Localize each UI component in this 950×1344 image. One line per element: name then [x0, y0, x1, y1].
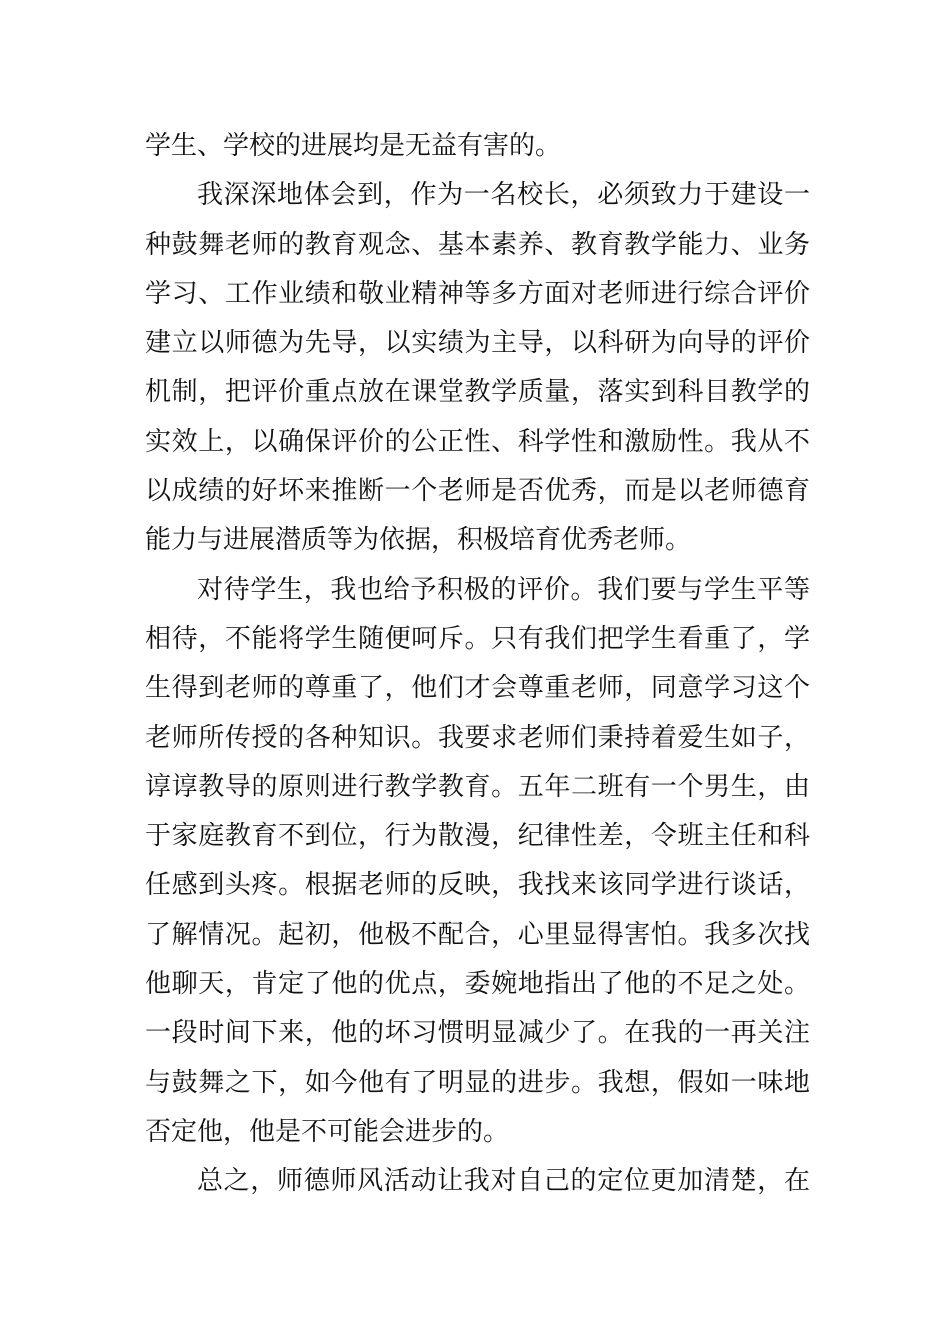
text-line: 学习、工作业绩和敬业精神等多方面对老师进行综合评价 [145, 278, 810, 309]
text-line: 谆谆教导的原则进行教学教育。五年二班有一个男生，由 [145, 771, 810, 802]
text-line: 一段时间下来，他的坏习惯明显减少了。在我的一再关注 [145, 1018, 810, 1049]
text-line: 老师所传授的各种知识。我要求老师们秉持着爱生如子， [145, 722, 810, 753]
paragraph-first-line: 对待学生，我也给予积极的评价。我们要与学生平等 [197, 574, 810, 605]
text-line: 建立以师德为先导，以实绩为主导，以科研为向导的评价 [145, 328, 810, 359]
text-line: 以成绩的好坏来推断一个老师是否优秀，而是以老师德育 [145, 476, 810, 507]
text-line: 否定他，他是不可能会进步的。 [145, 1116, 510, 1147]
text-line: 任感到头疼。根据老师的反映，我找来该同学进行谈话， [145, 870, 810, 901]
text-line: 与鼓舞之下，如今他有了明显的进步。我想，假如一味地 [145, 1067, 810, 1098]
text-line: 种鼓舞老师的教育观念、基本素养、教育教学能力、业务 [145, 229, 810, 260]
paragraph-first-line: 总之，师德师风活动让我对自己的定位更加清楚，在 [197, 1166, 810, 1197]
text-line: 他聊天，肯定了他的优点，委婉地指出了他的不足之处。 [145, 969, 810, 1000]
text-line: 于家庭教育不到位，行为散漫，纪律性差，令班主任和科 [145, 821, 810, 852]
text-line: 了解情况。起初，他极不配合，心里显得害怕。我多次找 [145, 919, 810, 950]
text-line: 相待，不能将学生随便呵斥。只有我们把学生看重了，学 [145, 623, 810, 654]
text-line: 能力与进展潜质等为依据，积极培育优秀老师。 [145, 525, 692, 556]
paragraph-first-line: 我深深地体会到，作为一名校长，必须致力于建设一 [197, 180, 810, 211]
text-line: 学生、学校的进展均是无益有害的。 [145, 131, 562, 161]
text-line: 实效上，以确保评价的公正性、科学性和激励性。我从不 [145, 426, 810, 457]
text-line: 生得到老师的尊重了，他们才会尊重老师，同意学习这个 [145, 673, 810, 704]
text-line: 机制，把评价重点放在课堂教学质量，落实到科目教学的 [145, 377, 810, 408]
body-text [145, 122, 810, 1207]
